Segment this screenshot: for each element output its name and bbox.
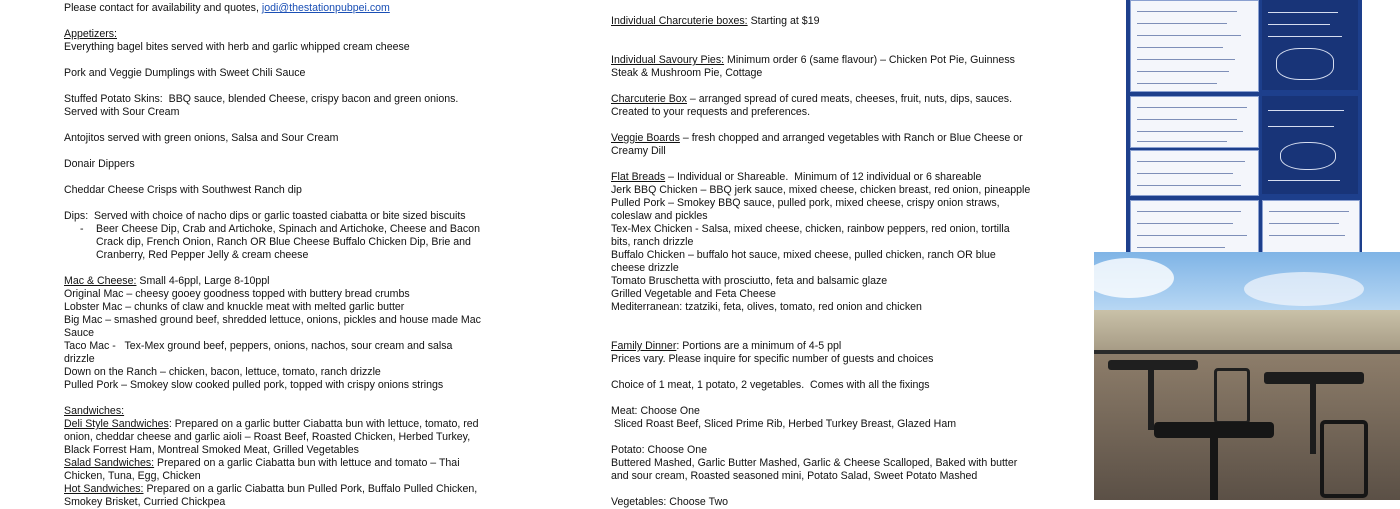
hot-label: Hot Sandwiches: (64, 483, 144, 495)
mac-item: Taco Mac - Tex-Mex ground beef, peppers, onions, nachos, sour cream and salsa drizzle (64, 340, 456, 365)
dash-bullet: - (80, 223, 84, 235)
flat-breads (611, 171, 1031, 184)
salad-text: Prepared on a garlic Ciabatta bun with lettuce and tomato – Thai Chicken, Tuna, Egg, Chicken (64, 457, 463, 482)
deli-text: : Prepared on a garlic butter Ciabatta bun with lettuce, tomato, red onion, cheddar cheese and garlic aioli – Roast Beef, Roasted Chicken, Herbed Turkey, Black Forrest Ham, Montreal Smoked Meat, Grilled Vegetables (64, 418, 482, 456)
contact-line (64, 2, 484, 15)
mac-item: Big Mac – smashed ground beef, shredded lettuce, onions, pickles and house made Mac Sauce (64, 314, 484, 339)
savory-pies (611, 54, 1031, 80)
flat-item: Grilled Vegetable and Feta Cheese (611, 288, 776, 300)
mac-item: Pulled Pork – Smokey slow cooked pulled pork, topped with crispy onions strings (64, 379, 444, 391)
middle-menu-column (611, 15, 1031, 509)
veggie-boards (611, 132, 1031, 158)
mac-item: Original Mac – cheesy gooey goodness topped with buttery bread crumbs (64, 288, 410, 300)
left-menu-column (64, 0, 484, 509)
box-text: – arranged spread of cured meats, cheeses, fruit, nuts, dips, sauces. Created to your requests and preferences. (611, 93, 1018, 118)
menu-panel-top-left (1130, 0, 1259, 92)
menu-panel-wings (1130, 200, 1259, 252)
patio-chair (1214, 368, 1250, 424)
table-leg (1148, 370, 1154, 430)
mac-item: Down on the Ranch – chicken, bacon, lettuce, tomato, ranch drizzle (64, 366, 381, 378)
dips-list-text: Beer Cheese Dip, Crab and Artichoke, Spinach and Artichoke, Cheese and Bacon Crack dip, French Onion, Ranch OR Blue Cheese Buffalo Chicken Dip, Brie and Cranberry, Red Pepper Jelly & cream cheese (96, 223, 483, 261)
appetizer-item: Cheddar Cheese Crisps with Southwest Ranch dip (64, 184, 302, 196)
patio-table (1108, 360, 1198, 370)
patio-table (1264, 372, 1364, 384)
flat-text: – Individual or Shareable. Minimum of 12 individual or 6 shareable (665, 171, 982, 183)
choice-line: Choice of 1 meat, 1 potato, 2 vegetables. Comes with all the fixings (611, 379, 930, 391)
flat-item: Tex-Mex Chicken - Salsa, mixed cheese, chicken, rainbow peppers, red onion, tortilla bits, ranch drizzle (611, 223, 1013, 248)
appetizer-item: Stuffed Potato Skins: BBQ sauce, blended Cheese, crispy bacon and green onions. Served with Sour Cream (64, 93, 462, 118)
flat-item: Pulled Pork – Smokey BBQ sauce, pulled pork, mixed cheese, crispy onion straws, coleslaw and pickles (611, 197, 1003, 222)
salad-sandwiches (64, 457, 484, 483)
deli-label: Deli Style Sandwiches (64, 418, 169, 430)
potato-heading: Potato: Choose One (611, 444, 707, 456)
hot-text: Prepared on a garlic Ciabatta bun Pulled Pork, Buffalo Pulled Chicken, Smokey Brisket, Curried Chickpea (64, 483, 481, 508)
sandwiches-heading: Sandwiches: (64, 405, 125, 417)
hot-sandwiches (64, 483, 484, 509)
veggie-label: Veggie Boards (611, 132, 680, 144)
family-text: : Portions are a minimum of 4-5 ppl (676, 340, 842, 352)
salad-label: Salad Sandwiches: (64, 457, 155, 469)
menu-panel-sides (1262, 200, 1360, 252)
flat-item: Mediterranean: tzatziki, feta, olives, tomato, red onion and chicken (611, 301, 922, 313)
mac-cheese-sizes: Small 4-6ppl, Large 8-10ppl (136, 275, 270, 287)
appetizer-item: Pork and Veggie Dumplings with Sweet Chili Sauce (64, 67, 306, 79)
savory-label: Individual Savoury Pies: (611, 54, 725, 66)
family-label: Family Dinner (611, 340, 677, 352)
cloud (1244, 272, 1364, 306)
meat-heading: Meat: Choose One (611, 405, 700, 417)
charcuterie-box (611, 93, 1031, 119)
flat-item: Jerk BBQ Chicken – BBQ jerk sauce, mixed cheese, chicken breast, red onion, pineapple (611, 184, 1031, 196)
flat-label: Flat Breads (611, 171, 666, 183)
flat-item: Buffalo Chicken – buffalo hot sauce, mixed cheese, pulled chicken, ranch OR blue cheese drizzle (611, 249, 999, 274)
veggie-text: – fresh chopped and arranged vegetables with Ranch or Blue Cheese or Creamy Dill (611, 132, 1026, 157)
table-leg (1210, 438, 1218, 500)
flat-item: Tomato Bruschetta with prosciutto, feta and balsamic glaze (611, 275, 888, 287)
dips-line: Dips: Served with choice of nacho dips or garlic toasted ciabatta or bite sized biscuits (64, 210, 466, 222)
box-label: Charcuterie Box (611, 93, 687, 105)
family-line: Prices vary. Please inquire for specific number of guests and choices (611, 353, 934, 365)
patio-photo (1094, 252, 1400, 500)
appetizer-item: Everything bagel bites served with herb and garlic whipped cream cheese (64, 41, 410, 53)
mac-cheese-line (64, 275, 484, 288)
family-dinner (611, 340, 1031, 353)
patio-chair (1320, 420, 1368, 498)
deli-sandwiches (64, 418, 484, 457)
vegetables-heading: Vegetables: Choose Two (611, 496, 729, 508)
menu-panel-pub-fare (1130, 150, 1259, 196)
meat-options: Sliced Roast Beef, Sliced Prime Rib, Herbed Turkey Breast, Glazed Ham (611, 418, 957, 430)
appetizers-heading: Appetizers: (64, 28, 117, 40)
menu-panel-top-right (1262, 0, 1358, 90)
mac-cheese-heading: Mac & Cheese: (64, 275, 137, 287)
charcuterie-boxes (611, 15, 1031, 28)
sandwich-sketch-icon (1276, 48, 1334, 80)
charcuterie-label: Individual Charcuterie boxes: (611, 15, 748, 27)
charcuterie-text: Starting at $19 (747, 15, 820, 27)
menu-panel-burgers (1262, 96, 1358, 194)
distant-water (1094, 310, 1400, 350)
menu-thumbnail-image (1126, 0, 1362, 252)
appetizer-item: Antojitos served with green onions, Salsa and Sour Cream (64, 132, 339, 144)
dips-list (64, 223, 484, 262)
patio-table (1154, 422, 1274, 438)
mac-item: Lobster Mac – chunks of claw and knuckle meat with melted garlic butter (64, 301, 405, 313)
appetizer-item: Donair Dippers (64, 158, 135, 170)
burger-sketch-icon (1280, 142, 1336, 170)
potato-options: Buttered Mashed, Garlic Butter Mashed, Garlic & Cheese Scalloped, Baked with butter and sour cream, Roasted seasoned mini, Potato Salad, Sweet Potato Mashed (611, 457, 1021, 482)
savory-text: Minimum order 6 (same flavour) – Chicken Pot Pie, Guinness Steak & Mushroom Pie, Cottage (611, 54, 1018, 79)
menu-panel-salads (1130, 96, 1259, 148)
contact-text: Please contact for availability and quotes, (64, 2, 262, 14)
contact-email-link[interactable]: jodi@thestationpubpei.com (261, 2, 390, 14)
table-leg (1310, 384, 1316, 454)
